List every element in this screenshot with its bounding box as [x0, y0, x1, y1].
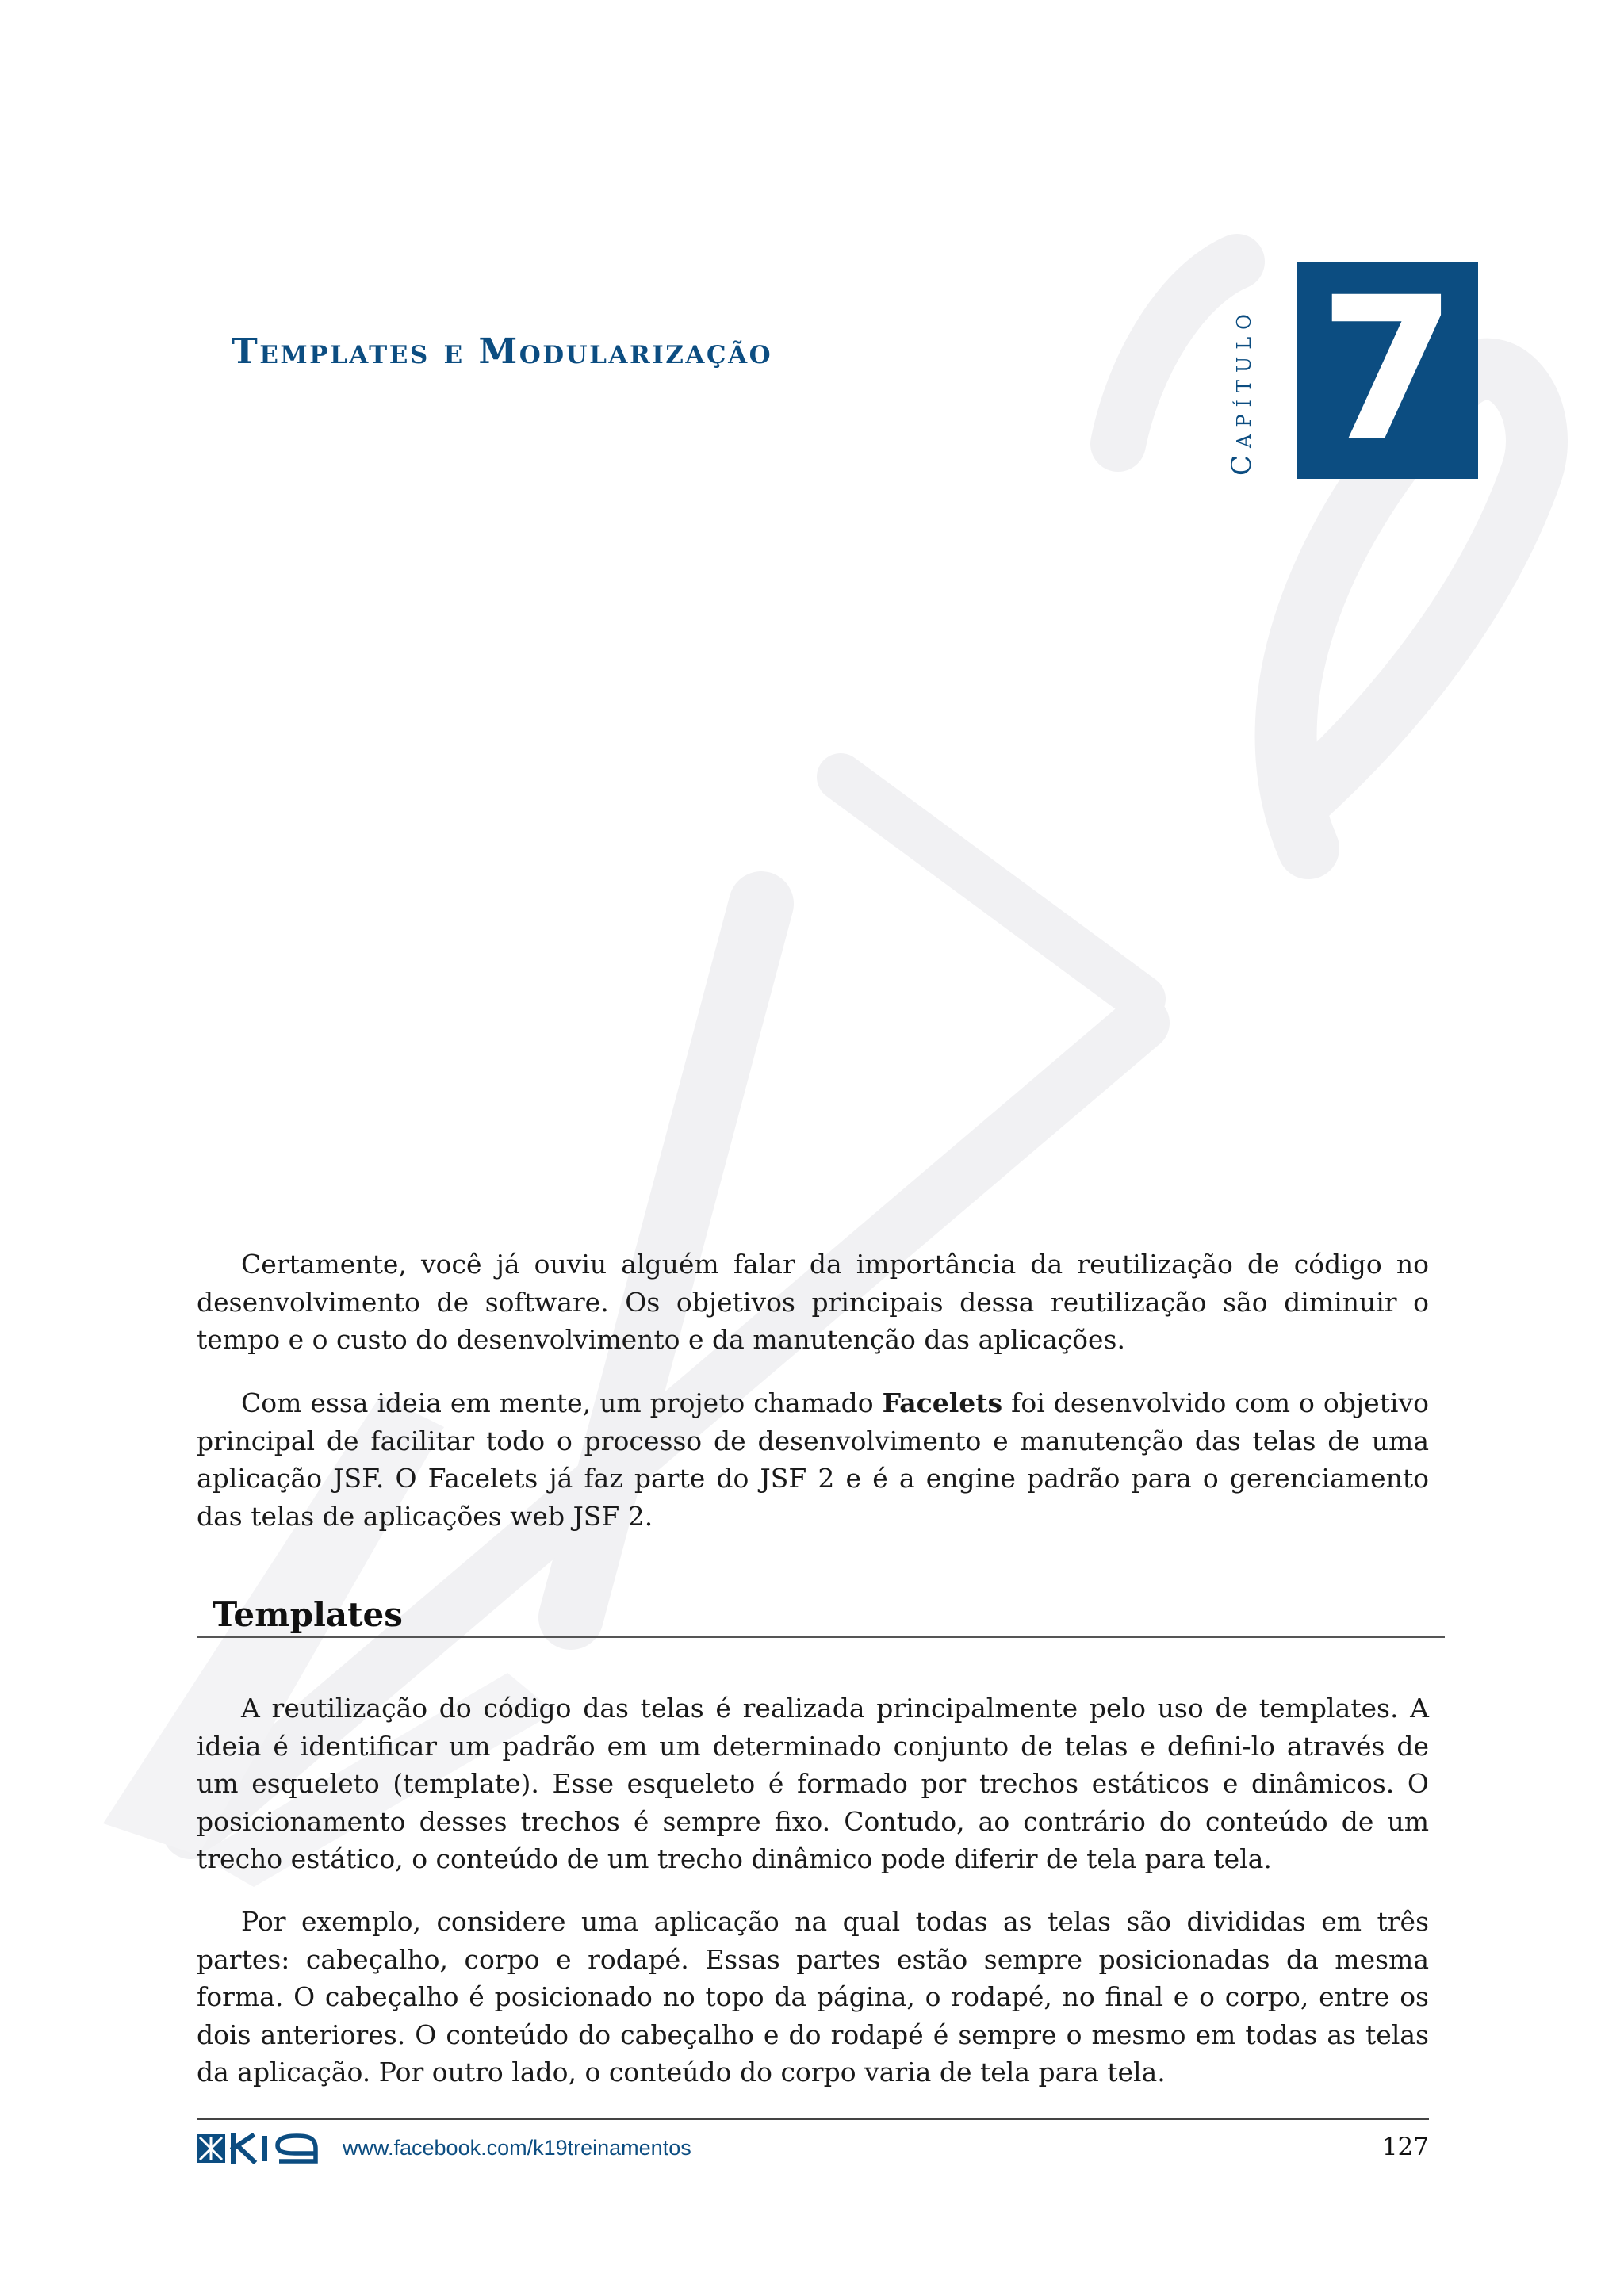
templates-paragraph-2 — [197, 1903, 1429, 2091]
section-divider — [197, 1636, 1445, 1638]
intro-paragraph-1 — [197, 1246, 1429, 1359]
intro-paragraph-2-before: Com essa ideia em mente, um projeto chamado — [241, 1387, 883, 1418]
templates-paragraph-1 — [197, 1689, 1429, 1878]
facebook-link[interactable]: www.facebook.com/k19treinamentos — [343, 2136, 691, 2160]
chapter-label: Capítulo — [1226, 307, 1258, 476]
intro-paragraph-2-after: foi desenvolvido com o objetivo principal de facilitar todo o processo de desenvolvimento e manutenção das telas de uma aplicação JSF. O Facelets já faz parte do JSF 2 e é a engine padrão para o gerenciamento das telas de aplicações web JSF 2. — [197, 1387, 1429, 1532]
intro-paragraph-2 — [197, 1384, 1429, 1535]
chapter-number: 7 — [1319, 254, 1457, 485]
templates-paragraph-2-text: Por exemplo, considere uma aplicação na qual todas as telas são divididas em três partes: cabeçalho, corpo e rodapé. Essas partes estão sempre posicionadas da mesma forma. O cabeçalho é posicionado no topo da página, o rodapé, no final e o corpo, entre os dois anteriores. O conteúdo do cabeçalho e do rodapé é sempre o mesmo em todas as telas da aplicação. Por outro lado, o conteúdo do corpo varia de tela para tela. — [197, 1906, 1429, 2087]
facelets-term: Facelets — [882, 1387, 1003, 1418]
intro-paragraph-1-text: Certamente, você já ouviu alguém falar da importância da reutilização de código no desenvolvimento de software. Os objetivos principais dessa reutilização são diminuir o tempo e o custo do desenvolvimento e da manutenção das aplicações. — [197, 1249, 1429, 1355]
k19-logo-icon — [197, 2133, 320, 2164]
footer-divider — [197, 2118, 1429, 2120]
templates-paragraph-1-text: A reutilização do código das telas é realizada principalmente pelo uso de templates. A ideia é identificar um padrão em um determinado conjunto de telas e defini-lo através de um esqueleto (template). Esse esqueleto é formado por trechos estáticos e dinâmicos. O posicionamento desses trechos é sempre fixo. Contudo, ao contrário do conteúdo de um trecho estático, o conteúdo de um trecho dinâmico pode diferir de tela para tela. — [197, 1693, 1429, 1874]
chapter-number-box — [1297, 254, 1478, 485]
chapter-title: Templates e Modularização — [232, 331, 773, 372]
section-heading-templates: Templates — [213, 1595, 403, 1634]
page-number: 127 — [1381, 2133, 1429, 2161]
